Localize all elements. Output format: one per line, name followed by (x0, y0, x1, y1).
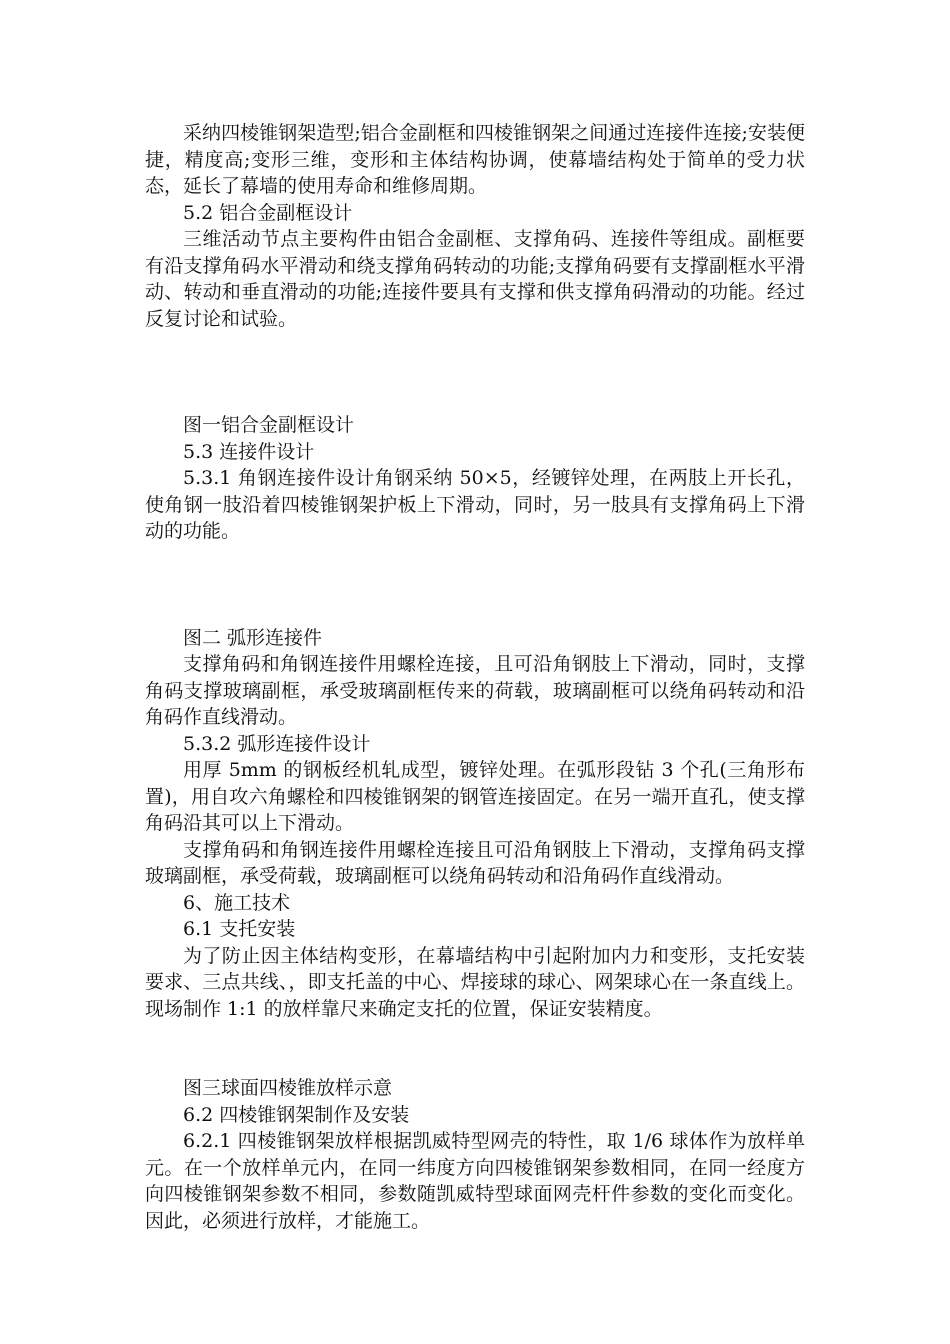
figure-3-space (145, 1022, 805, 1075)
figure-2-space (145, 545, 805, 625)
paragraph-5-3-2: 用厚 5mm 的钢板经机轧成型，镀锌处理。在弧形段钻 3 个孔(三角形布置)，用自攻六角螺栓和四棱锥钢架的钢管连接固定。在另一端开直孔，使支撑角码沿其可以上下滑动。 (145, 759, 805, 834)
figure-1-space (145, 332, 805, 412)
paragraph-support-bracket: 支撑角码和角钢连接件用螺栓连接且可沿角钢肢上下滑动，支撑角码支撑玻璃副框，承受荷载，玻璃副框可以绕角码转动和沿角码作直线滑动。 (145, 838, 805, 887)
paragraph-6-2-1: 6.2.1 四棱锥钢架放样根据凯威特型网壳的特性，取 1/6 球体作为放样单元。在一个放样单元内，在同一纬度方向四棱锥钢架参数相同，在同一经度方向四棱锥钢架参数不相同，参数随凯威特型球面网壳杆件参数的变化而变化。因此，必须进行放样，才能施工。 (145, 1130, 805, 1232)
paragraph-intro: 采纳四棱锥钢架造型;铝合金副框和四棱锥钢架之间通过连接件连接;安装便捷，精度高;变形三维，变形和主体结构协调，使幕墙结构处于简单的受力状态，延长了幕墙的使用寿命和维修周期。 (145, 122, 805, 197)
heading-5-3: 5.3 连接件设计 (183, 440, 315, 463)
heading-5-3-2: 5.3.2 弧形连接件设计 (183, 732, 371, 755)
paragraph-5-3-1: 5.3.1 角钢连接件设计角钢采纳 50×5，经镀锌处理，在两肢上开长孔，使角钢一肢沿着四棱锥钢架护板上下滑动，同时，另一肢具有支撑角码上下滑动的功能。 (145, 467, 805, 542)
heading-6-2: 6.2 四棱锥钢架制作及安装 (183, 1103, 410, 1126)
heading-6: 6、施工技术 (183, 891, 291, 914)
paragraph-5-2: 三维活动节点主要构件由铝合金副框、支撑角码、连接件等组成。副框要有沿支撑角码水平滑动和绕支撑角码转动的功能;支撑角码要有支撑副框水平滑动、转动和垂直滑动的功能;连接件要具有支撑和供支撑角码滑动的功能。经过反复讨论和试验。 (145, 228, 805, 330)
figure-1-caption: 图一铝合金副框设计 (183, 414, 355, 436)
paragraph-6-1: 为了防止因主体结构变形，在幕墙结构中引起附加内力和变形，支托安装要求、三点共线、，即支托盖的中心、焊接球的球心、网架球心在一条直线上。现场制作 1:1 的放样靠尺来确定支托的位置，保证安装精度。 (145, 944, 805, 1020)
figure-3-caption: 图三球面四棱锥放样示意 (183, 1077, 393, 1099)
figure-2-caption: 图二 弧形连接件 (183, 626, 323, 649)
heading-5-2: 5.2 铝合金副框设计 (183, 201, 353, 224)
paragraph-angle-connection: 支撑角码和角钢连接件用螺栓连接，且可沿角钢肢上下滑动，同时，支撑角码支撑玻璃副框，承受玻璃副框传来的荷载，玻璃副框可以绕角码转动和沿角码作直线滑动。 (145, 653, 805, 728)
heading-6-1: 6.1 支托安装 (183, 918, 296, 940)
